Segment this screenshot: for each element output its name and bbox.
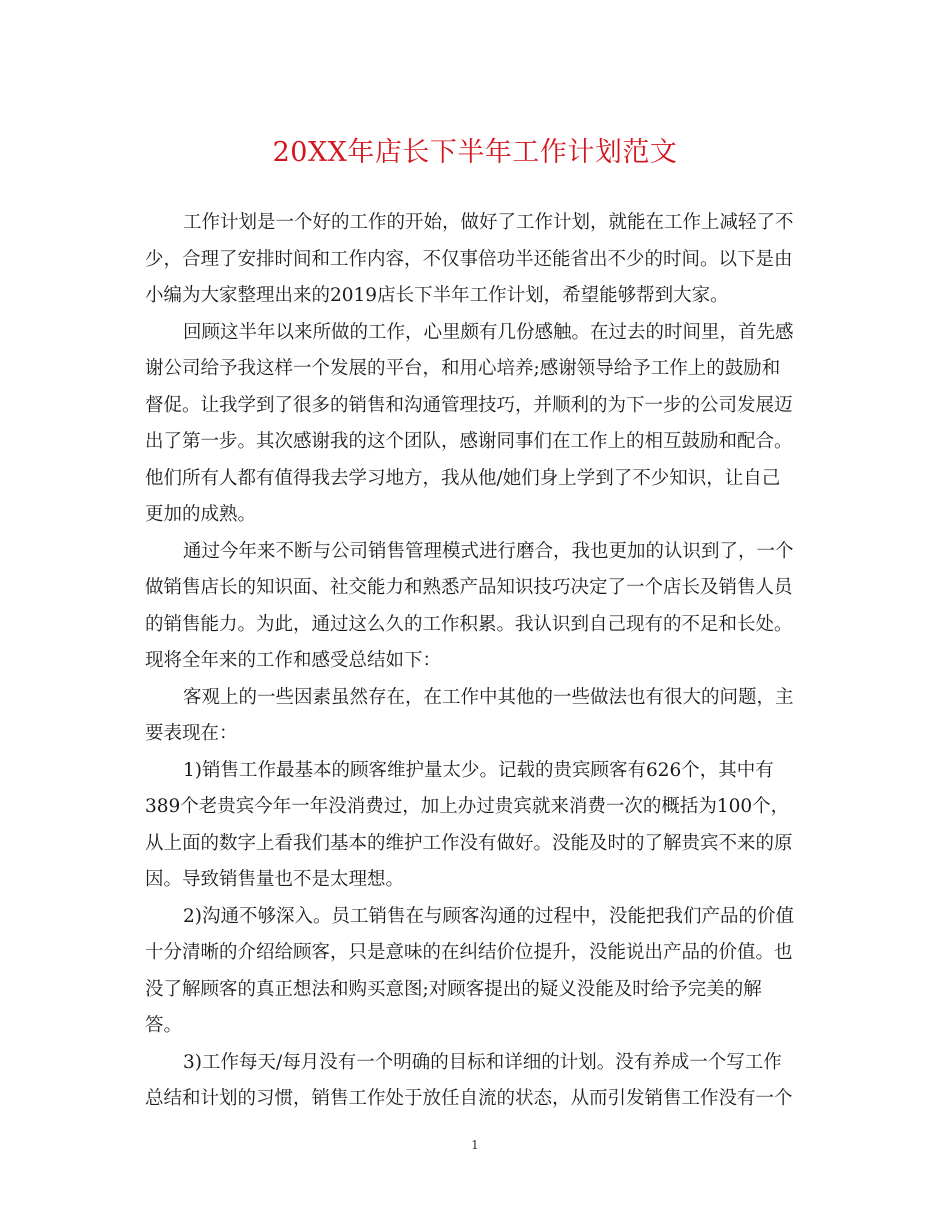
paragraph-line: 少，合理了安排时间和工作内容，不仅事倍功半还能省出不少的时间。以下是由 [145, 248, 793, 270]
paragraph-item-3 [145, 1045, 805, 1118]
paragraph-line: 答。 [145, 1015, 183, 1036]
paragraph-line: 389个老贵宾今年一年没消费过，加上办过贵宾就来消费一次的概括为100个， [145, 796, 790, 817]
paragraph-line: 工作计划是一个好的工作的开始，做好了工作计划，就能在工作上减轻了不 [183, 212, 794, 233]
document-body [145, 205, 805, 1118]
document-title: 20XX年店长下半年工作计划范文 [272, 137, 678, 168]
paragraph-line: 3)工作每天/每月没有一个明确的目标和详细的计划。没有养成一个写工作 [183, 1051, 782, 1073]
paragraph-line: 更加的成熟。 [145, 504, 257, 525]
paragraph-item-2 [145, 899, 805, 1045]
paragraph-problems [145, 680, 805, 753]
paragraph-line: 小编为大家整理出来的2019店长下半年工作计划，希望能够帮到大家。 [145, 285, 729, 306]
paragraph-line: 通过今年来不断与公司销售管理模式进行磨合，我也更加的认识到了，一个 [183, 540, 794, 562]
paragraph-line: 他们所有人都有值得我去学习地方，我从他/她们身上学到了不少知识，让自己 [145, 467, 781, 489]
paragraph-line: 谢公司给予我这样一个发展的平台，和用心培养;感谢领导给予工作上的鼓励和 [145, 358, 781, 379]
paragraph-line: 做销售店长的知识面、社交能力和熟悉产品知识技巧决定了一个店长及销售人员 [145, 577, 793, 598]
paragraph-review [145, 315, 805, 534]
paragraph-item-1 [145, 753, 805, 899]
page-number: 1 [471, 1138, 479, 1152]
paragraph-line: 十分清晰的介绍给顾客，只是意味的在纠结价位提升，没能说出产品的价值。也 [145, 942, 793, 963]
paragraph-line: 2)沟通不够深入。员工销售在与顾客沟通的过程中，没能把我们产品的价值 [183, 905, 794, 927]
paragraph-line: 客观上的一些因素虽然存在，在工作中其他的一些做法也有很大的问题，主 [183, 686, 794, 708]
paragraph-awareness [145, 534, 805, 680]
paragraph-line: 督促。让我学到了很多的销售和沟通管理技巧，并顺利的为下一步的公司发展迈 [145, 394, 793, 416]
paragraph-line: 要表现在： [145, 723, 238, 744]
paragraph-line: 出了第一步。其次感谢我的这个团队，感谢同事们在工作上的相互鼓励和配合。 [145, 431, 793, 452]
paragraph-line: 现将全年来的工作和感受总结如下： [145, 650, 442, 671]
paragraph-line: 1)销售工作最基本的顾客维护量太少。记载的贵宾顾客有626个，其中有 [183, 759, 774, 781]
paragraph-line: 回顾这半年以来所做的工作，心里颇有几份感触。在过去的时间里，首先感 [183, 321, 794, 343]
paragraph-line: 因。导致销售量也不是太理想。 [145, 869, 405, 890]
paragraph-intro [145, 205, 805, 315]
paragraph-line: 从上面的数字上看我们基本的维护工作没有做好。没能及时的了解贵宾不来的原 [145, 832, 793, 854]
paragraph-line: 没了解顾客的真正想法和购买意图;对顾客提出的疑义没能及时给予完美的解 [145, 978, 762, 1000]
paragraph-line: 总结和计划的习惯，销售工作处于放任自流的状态，从而引发销售工作没有一个 [145, 1088, 793, 1109]
paragraph-line: 的销售能力。为此，通过这么久的工作积累。我认识到自己现有的不足和长处。 [145, 613, 793, 635]
